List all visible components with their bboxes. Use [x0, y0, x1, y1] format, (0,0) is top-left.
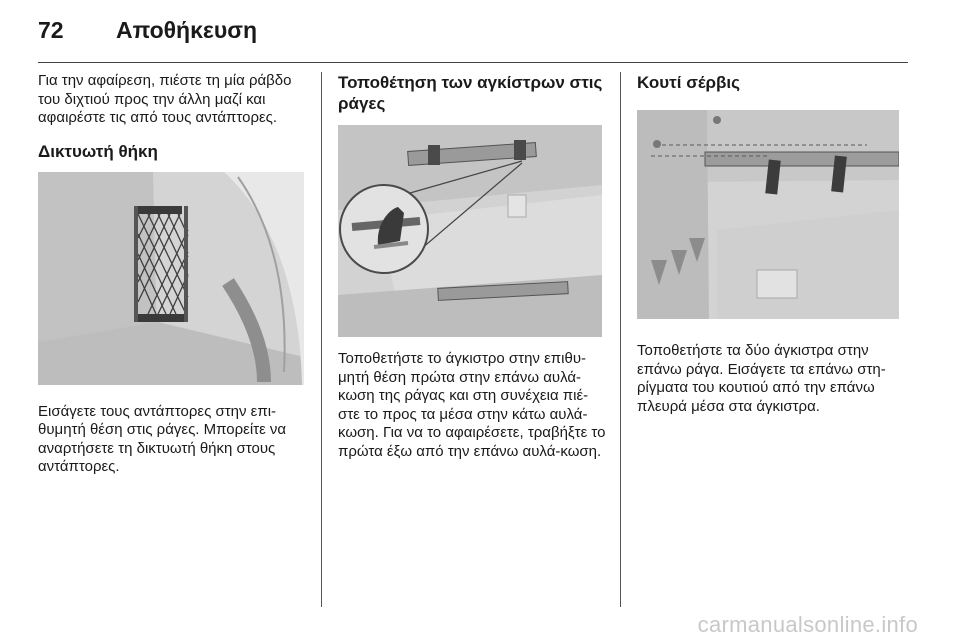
- hooks-instructions: Τοποθετήστε το άγκιστρο στην επιθυ-μητή θέση πρώτα στην επάνω αυλά-κωση της ράγας και στη συνέχεια πιέ-στε το προς τα μέσα στην κάτω αυλά-κωση. Για να το αφαιρέσετε, τραβήξτε το πρώτα έξω από την επάνω αυλά-κωση.: [338, 350, 606, 460]
- hooks-on-rail-illustration: [338, 125, 602, 337]
- column-service-box: [637, 72, 902, 416]
- net-pocket-illustration: [38, 172, 304, 385]
- section-heading-service-box: Κουτί σέρβις: [637, 73, 740, 92]
- section-heading-hooks: Τοποθέτηση των αγκίστρων στις ράγες: [338, 73, 603, 113]
- net-pocket-instructions: Εισάγετε τους αντάπτορες στην επι-θυμητή θέση στις ράγες. Μπορείτε να αναρτήσετε τη δικτυωτή θήκη στους αντάπτορες.: [38, 402, 287, 475]
- header-rule: [38, 62, 908, 63]
- column-hooks: [338, 72, 606, 461]
- page-number: 72: [38, 17, 64, 43]
- column-divider-2: [620, 72, 621, 607]
- column-divider-1: [321, 72, 322, 607]
- column-net-pocket: [38, 72, 304, 477]
- service-box-illustration: [637, 110, 899, 319]
- service-box-instructions: Τοποθετήστε τα δύο άγκιστρα στην επάνω ράγα. Εισάγετε τα επάνω στη-ρίγματα του κουτιού από την επάνω πλευρά μέσα στα άγκιστρα.: [637, 342, 886, 415]
- section-heading-net-pocket: Δικτυωτή θήκη: [38, 141, 158, 161]
- watermark: carmanualsonline.info: [697, 612, 918, 637]
- removal-instructions: Για την αφαίρεση, πιέστε τη μία ράβδο του διχτιού προς την άλλη μαζί και αφαιρέστε τις από τους αντάπτορες.: [38, 72, 292, 126]
- page-title: Αποθήκευση: [116, 17, 258, 43]
